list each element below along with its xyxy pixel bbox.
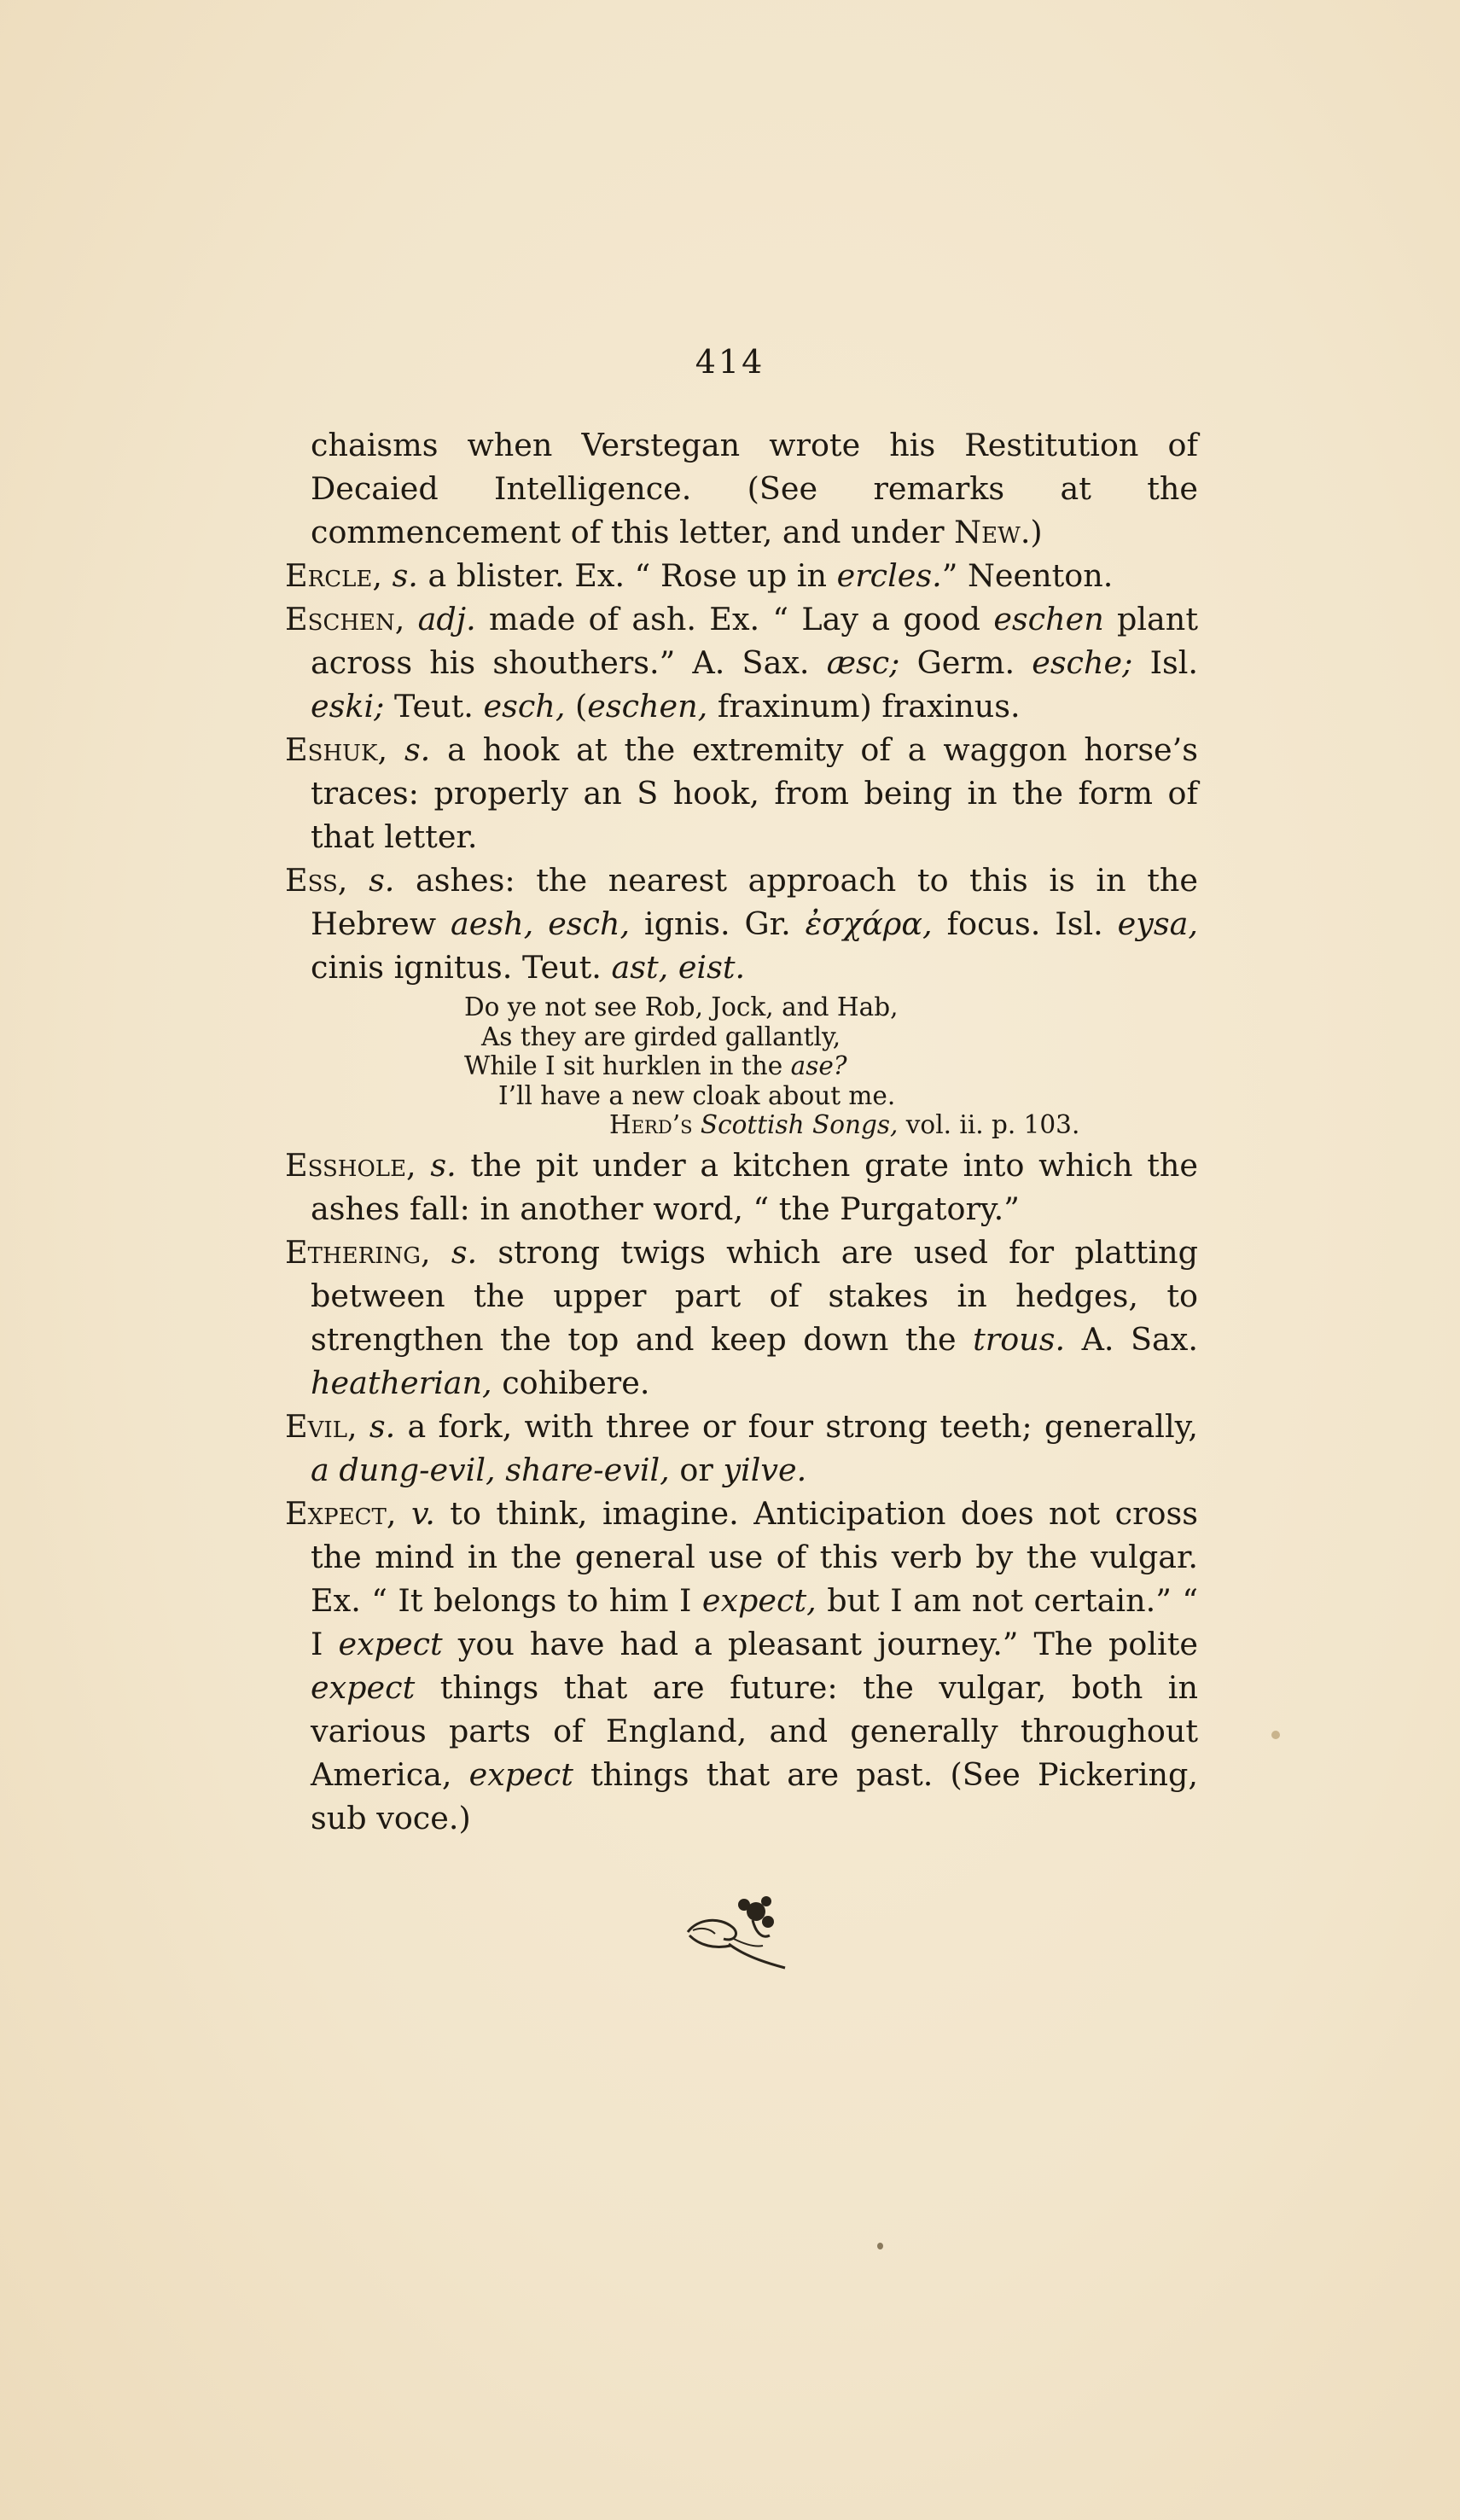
verse-quotation <box>464 992 1198 1140</box>
quotation-source: Herd’s Scottish Songs, vol. ii. p. 103. <box>609 1110 1080 1139</box>
paper-speck <box>877 2243 883 2249</box>
entry-ess: Ess, s. ashes: the nearest approach to this is in the Hebrew aesh, esch, ignis. Gr. ἐσχάρα, focus. Isl. eysa, cinis ignitus. Teut. ast, eist. <box>285 862 1198 986</box>
entry-expect: Expect, v. to think, imagine. Anticipation does not cross the mind in the general use of this verb by the vulgar. Ex. “ It belongs to him I expect, but I am not certain.” “ I expect you have had a pleasant journey.” The polite expect things that are future: the vulgar, both in various parts of England, and generally throughout America, expect things that are past. (See Pickering, sub voce.) <box>285 1494 1198 1836</box>
verse-line: While I sit hurklen in the ase? <box>464 1051 847 1080</box>
verse-line: As they are girded gallantly, <box>481 1021 841 1051</box>
headword: Esshole, <box>285 1146 416 1184</box>
headword: Expect, <box>285 1494 397 1532</box>
page-number: 414 <box>695 343 765 381</box>
glossary-text <box>285 423 1198 1840</box>
headword: Ercle, <box>285 557 382 594</box>
headword: Evil, <box>285 1407 358 1445</box>
verse-line: Do ye not see Rob, Jock, and Hab, <box>464 992 899 1021</box>
entry-ethering: Ethering, s. strong twigs which are used for platting between the upper part of stakes in hedges, to strengthen the top and keep down the trous. A. Sax. heatherian, cohibere. <box>285 1233 1199 1401</box>
entry-esshole: Esshole, s. the pit under a kitchen grate into which the ashes fall: in another word, “ the Purgatory.” <box>285 1146 1198 1227</box>
entry-continuation: chaisms when Verstegan wrote his Restitution of Decaied Intelligence. (See remarks at the commencement of this letter, and under New.) <box>311 427 1198 550</box>
entry-eshuk: Eshuk, s. a hook at the extremity of a waggon horse’s traces: properly an S hook, from being in the form of that letter. <box>285 731 1198 855</box>
entry-evil: Evil, s. a fork, with three or four strong teeth; generally, a dung-evil, share-evil, or yilve. <box>285 1407 1199 1488</box>
paper-speck <box>1271 1731 1280 1739</box>
verse-line: I’ll have a new cloak about me. <box>498 1080 896 1110</box>
headword: Ethering, <box>285 1233 431 1271</box>
floral-tailpiece-icon <box>681 1893 792 1971</box>
entry-ercle: Ercle, s. a blister. Ex. “ Rose up in ercles.” Neenton. <box>285 557 1114 594</box>
entry-eschen: Eschen, adj. made of ash. Ex. “ Lay a good eschen plant across his shouthers.” A. Sax. æsc; Germ. esche; Isl. eski; Teut. esch, (eschen, fraxinum) fraxinus. <box>285 601 1198 725</box>
headword: Eshuk, <box>285 731 388 768</box>
headword: Eschen, <box>285 601 405 637</box>
headword: Ess, <box>285 862 348 899</box>
